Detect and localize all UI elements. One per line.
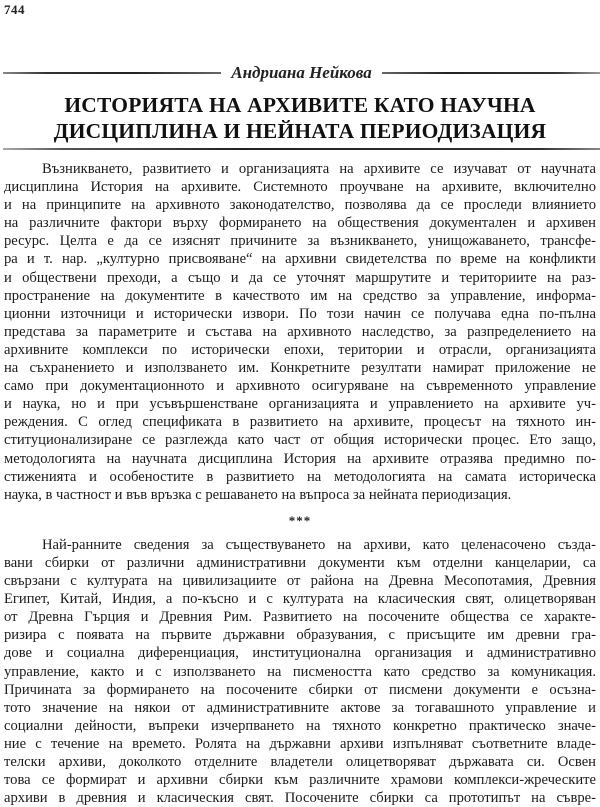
text-line: телски архиви, доколкото отделните владетели олицетворяват държавата си. Освен xyxy=(4,754,596,770)
text-line: от Древна Гърция и Древния Рим. Развитието на посочените общества се характе- xyxy=(4,609,596,626)
author-name: Андриана Нейкова xyxy=(231,63,372,82)
header-rule-right xyxy=(382,72,600,74)
text-line: и наука, но и при усъвършенстване организацията и управлението на архивите уч- xyxy=(4,396,596,413)
header-rule-left xyxy=(3,72,221,74)
text-line: и обществени преходи, а също и да се уточнят маршрутите и териториите на раз- xyxy=(4,269,596,286)
article-title xyxy=(0,92,600,144)
paragraph-2 xyxy=(4,536,596,807)
text-line: ресурс. Целта е да се изяснят причините за възникването, унищожаването, трансфе- xyxy=(4,233,596,250)
text-line: ституционализиране се разглежда като част от общия исторически процес. Ето защо, xyxy=(4,432,596,449)
text-line: и на принципите на архивното законодателство, позволява да се проследи влиянието xyxy=(4,197,596,214)
text-line: представа за параметрите и състава на архивното наследство, за разпределението на xyxy=(4,323,596,340)
text-line: управление, както и с използването на писмеността като средство за комуникация. xyxy=(4,663,596,680)
text-line: архиви в древния и класическия свят. Посочените сбирки са прототипът на съвре- xyxy=(4,790,596,807)
text-line: архивните комплекси по исторически епохи, територии и отрасли, организацията xyxy=(4,341,596,358)
text-line: наука, в частност и във връзка с решаването на въпроса за нейната периодизация. xyxy=(4,486,512,503)
text-line: на съхранението и използването им. Конкретните резултати намират приложение не xyxy=(4,360,596,377)
text-line: Възникването, развитието и организацията на архивите се изучават от научната xyxy=(42,161,596,177)
text-line: на различните фактори върху формирането на обществения документален и архивен xyxy=(4,215,596,232)
text-line: дисциплина История на архивите. Системното проучване на архивите, включително xyxy=(4,179,596,196)
text-line: ризира с появата на първите държавни образувания, с присъщите им древни гра- xyxy=(4,627,596,644)
author-header xyxy=(3,64,600,82)
title-line: ДИСЦИПЛИНА И НЕЙНАТА ПЕРИОДИЗАЦИЯ xyxy=(53,119,547,143)
text-line: само при документационното и архивното осигуряване на съвременното управление xyxy=(4,378,596,395)
text-line: Египет, Китай, Индия, а по-късно и с културата на класическия свят, олицетворяван xyxy=(4,591,596,608)
text-line: ра и т. нар. „културно присвояване“ на архивни свидетелства по време на конфликти xyxy=(4,251,596,268)
text-line: Причината за формирането на посочените сбирки от писмени документи е осъзна- xyxy=(4,681,596,698)
text-line: ционни източници и исторически извори. По този начин се получава една по-пълна xyxy=(4,305,596,322)
text-line: тото значение на някои от административните актове за тогавашното управление и xyxy=(4,699,596,716)
text-line: ние с течение на времето. Ролята на държавни архиви изпълняват съответните владе- xyxy=(4,735,596,752)
paragraph-1 xyxy=(4,160,596,504)
text-line: методологията на научната дисциплина История на архивите отразява предимно по- xyxy=(4,450,596,467)
text-line: това се формират и архивни сбирки към различните храмови комплекси-жреческите xyxy=(4,772,596,789)
text-line: реждения. С оглед спецификата в развитието на архивите, процесът на тяхното ин- xyxy=(4,414,596,431)
text-line: свързани с културата на цивилизациите от района на Древна Месопотамия, Древния xyxy=(4,573,596,590)
page-number: 744 xyxy=(4,2,25,17)
title-line: ИСТОРИЯТА НА АРХИВИТЕ КАТО НАУЧНА xyxy=(64,93,536,117)
title-rule xyxy=(3,148,600,150)
section-separator: *** xyxy=(288,512,312,528)
text-line: Най-ранните сведения за съществуването на архиви, като целенасочено създа- xyxy=(42,536,596,553)
text-line: пространение на документите в качеството им на средство за управление, информа- xyxy=(4,287,596,304)
text-line: дове и социална диференциация, институционална организация и административно xyxy=(4,645,596,662)
text-line: социални дейности, въпреки изчерпването на тяхното конкретно практическо значе- xyxy=(4,717,596,734)
text-line: стиженията и особеностите в развитието на методологията на самата историческа xyxy=(4,468,596,485)
article-body xyxy=(4,160,596,807)
text-line: вани сбирки от различни административни документи към отделни канцеларии, са xyxy=(4,554,596,571)
